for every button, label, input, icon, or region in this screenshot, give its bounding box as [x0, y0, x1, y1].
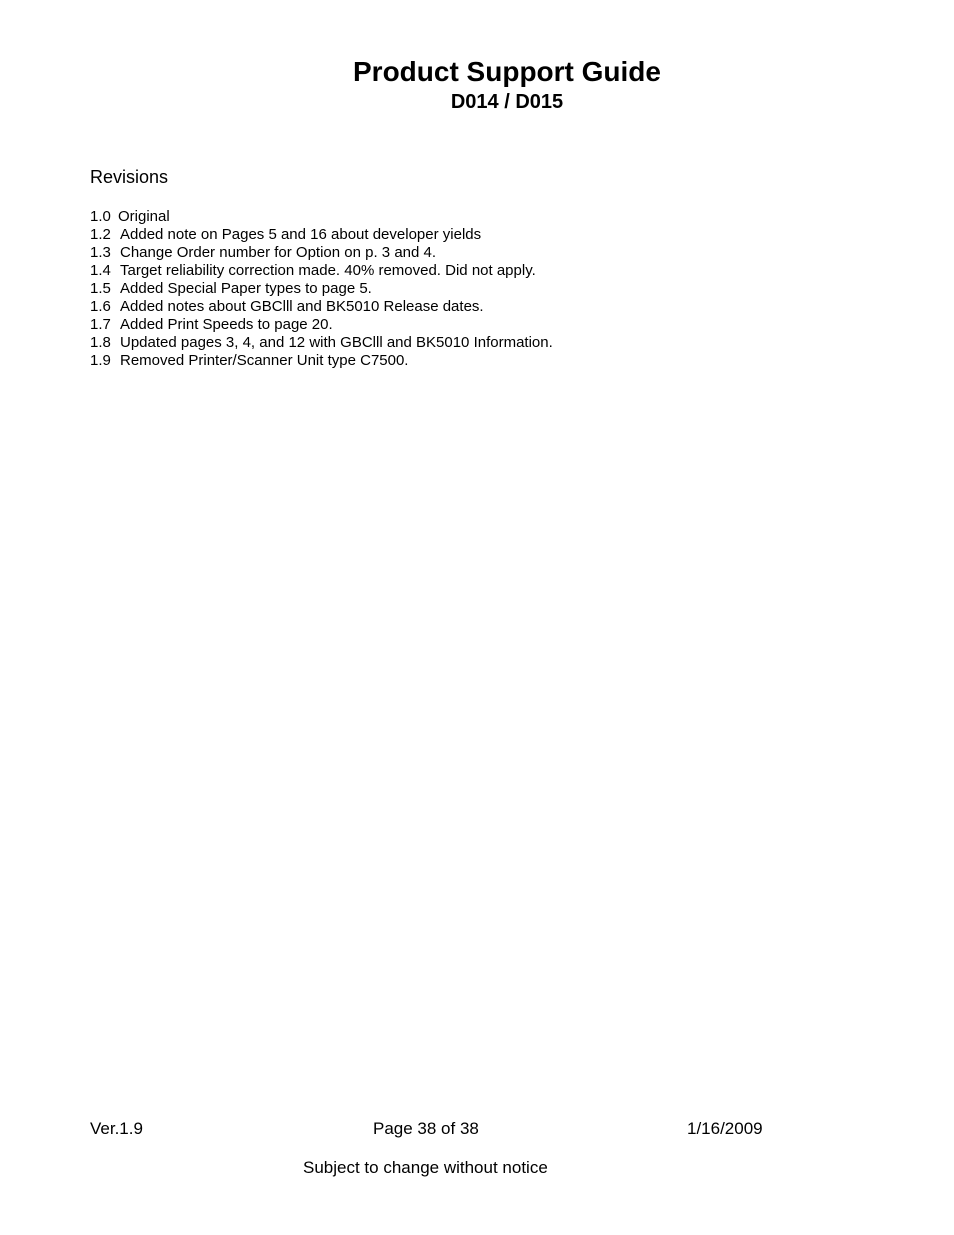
revision-text: Change Order number for Option on p. 3 and 4.	[120, 244, 437, 261]
revision-item	[90, 280, 553, 298]
revision-version: 1.9	[90, 352, 111, 369]
footer-version: Ver.1.9	[90, 1119, 143, 1138]
revision-text: Added notes about GBClll and BK5010 Release dates.	[120, 298, 484, 315]
revision-version: 1.6	[90, 298, 111, 315]
revision-item	[90, 316, 553, 334]
revision-version: 1.4	[90, 262, 111, 279]
footer-page-number: Page 38 of 38	[373, 1119, 479, 1138]
revision-text: Added note on Pages 5 and 16 about developer yields	[120, 226, 482, 243]
revision-item	[90, 208, 553, 226]
revision-text: Target reliability correction made. 40% removed. Did not apply.	[120, 262, 536, 279]
revision-version: 1.2	[90, 226, 111, 243]
footer-date: 1/16/2009	[687, 1119, 763, 1138]
revision-item	[90, 334, 553, 352]
revision-version: 1.5	[90, 280, 111, 297]
revision-version: 1.0	[90, 208, 111, 225]
revision-item	[90, 352, 553, 370]
revision-text: Updated pages 3, 4, and 12 with GBClll and BK5010 Information.	[120, 334, 553, 351]
revisions-list	[90, 208, 553, 370]
revision-version: 1.7	[90, 316, 111, 333]
revision-item	[90, 244, 553, 262]
revision-version: 1.3	[90, 244, 111, 261]
model-numbers: D014 / D015	[450, 91, 564, 113]
revision-text: Added Special Paper types to page 5.	[120, 280, 372, 297]
page-title: Product Support Guide	[353, 56, 661, 87]
revision-item	[90, 262, 553, 280]
revisions-heading: Revisions	[90, 167, 169, 187]
revision-version: 1.8	[90, 334, 111, 351]
revision-item	[90, 226, 553, 244]
revision-text: Added Print Speeds to page 20.	[120, 316, 333, 333]
revision-text: Removed Printer/Scanner Unit type C7500.	[120, 352, 409, 369]
revision-item	[90, 298, 553, 316]
footer-notice: Subject to change without notice	[303, 1158, 548, 1177]
revision-text: Original	[118, 208, 170, 225]
